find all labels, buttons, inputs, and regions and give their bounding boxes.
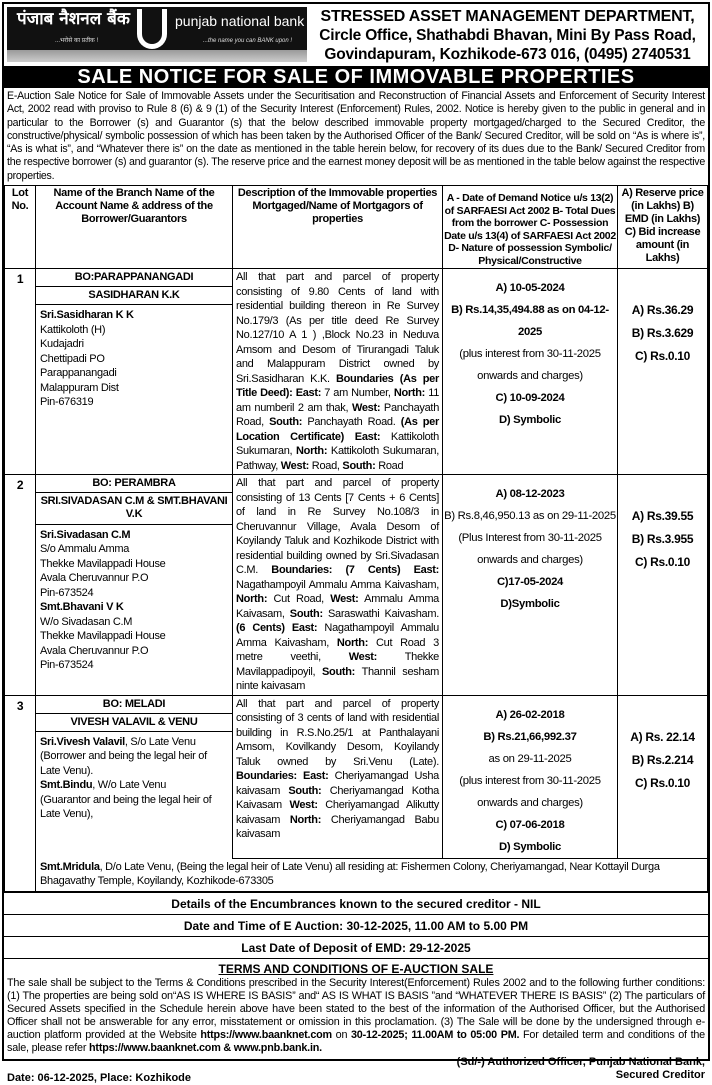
price-item: C) Rs.0.10 — [634, 555, 691, 570]
terms-more: For detailed term and conditions of the sale, please refer — [7, 1028, 705, 1054]
description-segment: South: — [322, 665, 356, 678]
price-item: A) Rs.39.55 — [631, 509, 694, 524]
borrower-cell — [36, 475, 233, 696]
description-segment: Boundaries (As per Title Deed): East: — [236, 372, 439, 400]
table-row — [5, 695, 708, 858]
dues-item: B) Rs.21,66,992.37 — [483, 730, 577, 743]
description-segment: West: — [289, 799, 318, 812]
description-segment: Panchayath Road, — [236, 401, 440, 429]
description-segment: Kattikoloth Sukumaran, — [236, 430, 439, 458]
borrower — [40, 308, 228, 410]
description-segment: North: — [336, 636, 369, 649]
lot-number: 1 — [5, 269, 36, 475]
description-segment: North: — [236, 593, 268, 606]
dues-item: B) Rs.14,35,494.88 as on 04-12-2025 — [451, 304, 609, 339]
description-segment: Thannil sesham ninte kaivasam — [236, 665, 439, 693]
borrower-name: Smt.Bhavani V K — [40, 601, 124, 614]
footer — [4, 1056, 708, 1085]
description-segment: Road, — [309, 459, 343, 472]
office-address — [307, 4, 708, 66]
notice-title: SALE NOTICE FOR SALE OF IMMOVABLE PROPERTIES — [4, 66, 708, 88]
borrower-list — [36, 525, 232, 676]
dues-item: (plus interest from 30-11-2025 onwards and charges) — [459, 774, 601, 809]
encumbrance-line: Details of the Encumbrances known to the secured creditor - NIL — [4, 892, 708, 914]
branch-name: BO: PERAMBRA — [36, 475, 232, 493]
terms-text — [4, 976, 708, 1056]
borrower-cell — [36, 269, 233, 475]
borrower-relation: , W/o Late Venu — [92, 779, 167, 792]
description-segment: North: — [393, 387, 426, 400]
description-segment: Cheriyamangad Alikutty kaivasam — [236, 799, 440, 826]
terms-heading: TERMS AND CONDITIONS OF E-AUCTION SALE — [4, 958, 708, 976]
dues-item: B) Rs.8,46,950.13 as on 29-11-2025 (Plus Interest from 30-11-2025 onwards and charges) — [444, 510, 616, 567]
terms-body: The sale shall be subject to the Terms & Conditions prescribed in the Security Interest(Enforcement) Rules 2002 and to the following further conditions: (1) The properties are being sold on“AS IS WHERE IS BASIS” and“ AS IS WHAT IS BASIS ”and “WHATEVER THERE IS BASIS” (2) The particulars of Secured Assets specified in the Schedule herein above have been stated to the best of the information of the Authorised Officer, but the Authorised Officer shall not be answerable for any error, misstatement or omission in this proclamation. (3) The Sale will be done by the undersigned through e-auction platform provided at the Website — [7, 976, 705, 1041]
dues-details — [443, 695, 618, 858]
website-links[interactable]: https://www.baanknet.com & www.pnb.bank.in. — [89, 1041, 322, 1054]
department: STRESSED ASSET MANAGEMENT DEPARTMENT, — [320, 8, 695, 25]
borrower-address-line: Kudajadri — [40, 338, 84, 351]
account-name: SASIDHARAN K.K — [36, 287, 232, 305]
signatory: (Sd/-) Authorized Officer, Punjab National Bank, — [456, 1055, 705, 1068]
account-name: VIVESH VALAVIL & VENU — [36, 714, 232, 732]
description-segment: Boundaries: East: — [236, 770, 329, 783]
description-segment: Cheriyamangad Kotha Kaivasam — [236, 784, 439, 812]
description-segment: Cut Road, — [267, 593, 331, 606]
logo-tagline: ...the name you can BANK upon ! — [203, 38, 293, 44]
dues-item: (plus interest from 30-11-2025 onwards and charges) — [459, 348, 601, 383]
borrower-address-line: Avala Cheruvannur P.O — [40, 572, 149, 585]
signature-block — [457, 1056, 705, 1085]
description-segment: Cut Road 3 metre veethi, — [236, 636, 439, 664]
account-name: SRI.SIVADASAN C.M & SMT.BHAVANI V.K — [36, 493, 232, 524]
price-item: A) Rs.36.29 — [631, 303, 694, 318]
table-row — [5, 475, 708, 696]
description-segment: South: — [289, 607, 323, 620]
description-segment: 7 am Number, — [321, 387, 394, 400]
borrower-address-line: Thekke Mavilappadi House — [40, 557, 166, 570]
website-link[interactable]: https://www.baanknet.com — [200, 1028, 332, 1041]
description-segment: Ammalu Amma Kaivasam, — [236, 593, 440, 620]
borrower-name: Sri.Sasidharan K K — [40, 309, 134, 322]
col-price: A) Reserve price (in Lakhs) B) EMD (in Lakhs) C) Bid increase amount (in Lakhs) — [618, 186, 708, 269]
borrower-address-line: Chettipadi PO — [40, 352, 105, 365]
description-segment: Road — [375, 459, 404, 472]
price-item: B) Rs.2.214 — [631, 752, 694, 767]
borrower — [40, 778, 228, 822]
col-dues: A - Date of Demand Notice u/s 13(2) of SARFAESI Act 2002 B- Total Dues from the borrower C- Possession Date u/s 13(4) of SARFAESI Act 2002 D- Nature of possession Symbolic/ Physical/Constructive — [443, 186, 618, 269]
description-segment: West: — [280, 459, 310, 472]
dues-item: D)Symbolic — [500, 598, 560, 611]
dues-details — [443, 475, 618, 696]
col-branch: Name of the Branch Name of the Account Name & address of the Borrower/Guarantors — [36, 186, 233, 269]
description-segment: Thekke Mavilappadipoyil, — [236, 651, 439, 678]
description-segment: North: — [296, 445, 328, 458]
borrower-address-line: Avala Cheruvannur P.O — [40, 644, 149, 657]
description-segment: All that part and parcel of property consisting of 3 cents of land with residential building in R.S.No.25/1 at Panthalayani Amsom, Kovilkandy Desom, Koyilandy Taluk owned by Sri.Venu (Late). — [236, 697, 439, 768]
borrower-address-line: Pin-673524 — [40, 659, 94, 672]
description-segment: Kattikoloth Sukumaran, Pathway, — [236, 445, 439, 472]
header — [4, 4, 708, 66]
borrower-relation: , S/o Late Venu — [124, 735, 196, 748]
borrower-address-line: W/o Sivadasan C.M — [40, 615, 133, 628]
price-item: B) Rs.3.629 — [631, 326, 694, 341]
description-segment: Nagathampoyil Ammalu Amma Kaivasham, — [236, 622, 439, 649]
borrower-address-line: (Borrower and being the legal heir of Late Venu). — [40, 750, 207, 777]
dues-item: C)17-05-2024 — [496, 576, 564, 589]
borrower-address-line: Pin-676319 — [40, 396, 94, 409]
price-item: C) Rs.0.10 — [634, 775, 691, 790]
description-segment: (6 Cents) East: — [236, 622, 318, 635]
secured-creditor: Secured Creditor — [615, 1068, 705, 1081]
table-row-extra — [5, 858, 708, 891]
description-segment: 11 am numberil 2 am thak, — [236, 387, 440, 414]
lot-number: 3 — [5, 695, 36, 891]
pnb-logo — [7, 7, 307, 62]
description-segment: Saraswathi Kaivasham. — [322, 607, 439, 620]
description-segment: All that part and parcel of property consisting of 13 Cents [7 Cents + 6 Cents] of land in Re Survey No.108/3 in Cheruvannur Village, Avala Desom of Koyilandy Taluk and Kozhikode District with residential building owned by Sri.Sivadasan C.M. — [236, 477, 439, 577]
auction-date-line: Date and Time of E Auction: 30-12-2025, 11.00 AM to 5.00 PM — [4, 914, 708, 936]
reserve-price-details — [618, 269, 708, 475]
description-segment: North: — [289, 813, 322, 826]
borrower-address-line: Parappanangadi — [40, 367, 117, 380]
dues-item: D) Symbolic — [499, 840, 561, 853]
price-item: A) Rs. 22.14 — [630, 729, 695, 744]
borrower-list — [36, 305, 232, 413]
address-line: Govindapuram, Kozhikode-673 016, (0495) 2740531 — [324, 46, 691, 63]
dues-item: C) 07-06-2018 — [495, 818, 565, 831]
borrower-address: , D/o Late Venu, (Being the legal heir of Late Venu) all residing at: Fishermen Colony, Cheriyamangad, Near Kottayil Durga Bhagavathy Temple, Koyilandy, Kozhikode-673305 — [40, 860, 660, 887]
description-segment: West: — [351, 401, 381, 414]
logo-hindi: पंजाब नैशनल बैंक — [17, 9, 130, 29]
description-segment: Panchayath Road. — [302, 416, 401, 429]
borrower-address-line: Kattikoloth (H) — [40, 323, 106, 336]
dues-item: C) 10-09-2024 — [495, 392, 565, 405]
properties-table — [4, 185, 708, 892]
dues-details — [443, 269, 618, 475]
borrower-address-line: Malappuram Dist — [40, 381, 119, 394]
price-item: C) Rs.0.10 — [634, 349, 691, 364]
col-lot: Lot No. — [5, 186, 36, 269]
dues-item: A) 26-02-2018 — [495, 708, 565, 721]
address-line: Circle Office, Shathabdi Bhavan, Mini By Pass Road, — [319, 27, 696, 44]
reserve-price-details — [618, 695, 708, 858]
dues-item: A) 08-12-2023 — [495, 488, 565, 501]
borrower-name: Sri.Sivadasan C.M — [40, 528, 131, 541]
auction-datetime: 30-12-2025; 11.00AM to 05:00 PM. — [350, 1028, 520, 1041]
logo-english: punjab national bank — [175, 13, 305, 29]
emd-date-line: Last Date of Deposit of EMD: 29-12-2025 — [4, 936, 708, 958]
dues-item: A) 10-05-2024 — [495, 282, 565, 295]
property-description — [233, 269, 443, 475]
description-segment: Cheriyamangad Usha kaivasam — [236, 770, 439, 797]
property-description — [233, 475, 443, 696]
description-segment: Nagathampoyil Ammalu Amma Kaivasham, — [236, 578, 439, 591]
lot-number: 2 — [5, 475, 36, 696]
description-segment: West: — [330, 593, 359, 606]
property-description — [233, 695, 443, 858]
borrower — [40, 600, 228, 673]
date-place: Date: 06-12-2025, Place: Kozhikode — [7, 1071, 192, 1084]
borrower-address-line: Pin-673524 — [40, 586, 94, 599]
branch-name: BO:PARAPPANANGADI — [36, 269, 232, 287]
pnb-logo-icon — [137, 9, 167, 49]
description-segment: South: — [269, 416, 303, 429]
borrower-address-line: (Guarantor and being the legal heir of Late Venu), — [40, 793, 212, 821]
borrower-address-line: S/o Ammalu Amma — [40, 543, 130, 556]
additional-borrower — [36, 858, 708, 891]
description-segment: Boundaries: (7 Cents) East: — [271, 564, 439, 577]
description-segment: South: — [342, 459, 376, 472]
borrower-name: Sri.Vivesh Valavil — [40, 735, 125, 748]
dues-item: D) Symbolic — [499, 414, 561, 427]
table-row — [5, 269, 708, 475]
description-segment: Cheriyamangad Babu kaivasam — [236, 813, 439, 841]
reserve-price-details — [618, 475, 708, 696]
dues-item: as on 29-11-2025 — [488, 752, 572, 765]
price-item: B) Rs.3.955 — [631, 532, 694, 547]
description-segment: (As per Location Certificate) East: — [236, 416, 439, 443]
borrower-name: Smt.Mridula — [40, 860, 100, 873]
borrower-name: Smt.Bindu — [40, 779, 93, 792]
col-description: Description of the Immovable properties Mortgaged/Name of Mortgagors of properties — [233, 186, 443, 269]
logo-hindi-tagline: ...भरोसे का प्रतीक ! — [55, 38, 99, 44]
borrower — [40, 735, 228, 779]
borrower-address-line: Thekke Mavilappadi House — [40, 630, 166, 643]
borrower-list — [36, 732, 232, 825]
description-segment: South: — [288, 784, 322, 797]
borrower-cell — [36, 695, 233, 858]
description-segment: All that part and parcel of property consisting of 9.80 Cents of land with residential building thereon in Re Survey No.179/3 (As per title deed Re Survey No.127/10 A 1 ) ,Block No.23 in Neduva Amsom and Desom of Tirurangadi Taluk and Malappuram District owned by Sri.Sasidharan K.K. — [236, 271, 439, 385]
borrower — [40, 528, 228, 601]
branch-name: BO: MELADI — [36, 696, 232, 714]
description-segment: West: — [348, 651, 377, 664]
intro-paragraph: E-Auction Sale Notice for Sale of Immovable Assets under the Securitisation and Reconstruction of Financial Assets and Enforcement of Security Interest Act, 2002 read with proviso to Rule 8 (6) & 9 (1) of the Security Interest (Enforcement) Rules, 2002. Notice is hereby given to the public in general and in particular to the Borrower (s) and Guarantor (s) that the below described immovable property mortgaged/charged to the Secured Creditor, the constructive/physical/ symbolic possession of which has been taken by the Authorised Officer of the Bank/ Secured Creditor, will be sold on “As is where is”, “As is what is”, and “Whatever there is” on the date as mentioned in the table herein below, for recovery of its dues due to the Bank/ Secured Creditor from the respective borrower (s) and guarantor (s). The reserve price and the earnest money deposit will be as mentioned in the table below against the respective properties. — [7, 90, 705, 182]
terms-connector: on — [331, 1028, 351, 1041]
sale-notice — [2, 2, 710, 1084]
